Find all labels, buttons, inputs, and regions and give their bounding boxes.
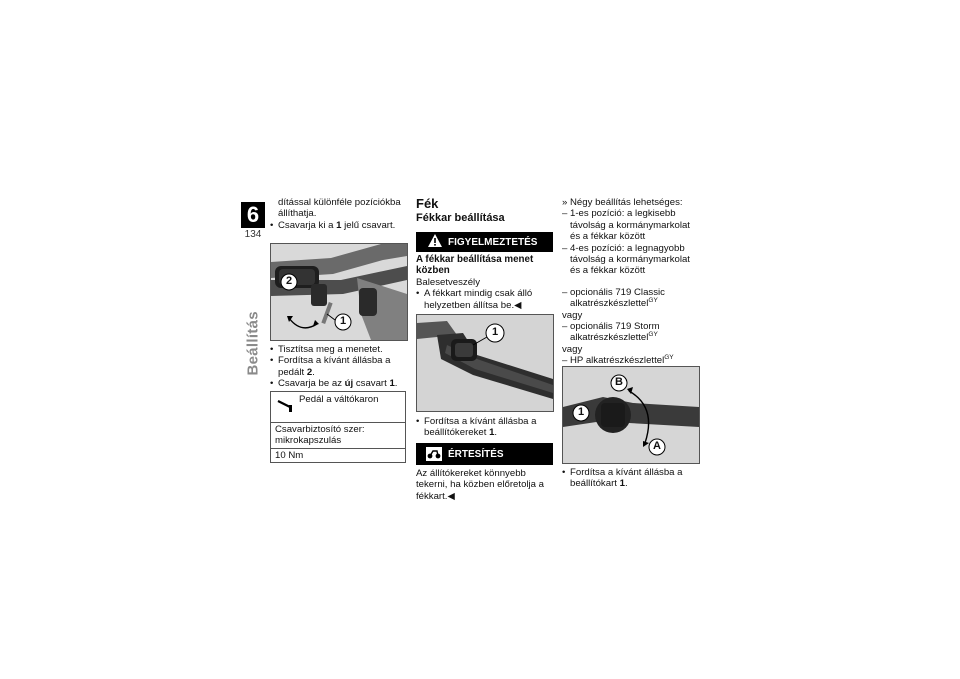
bullet-list [416, 416, 553, 439]
adjuster-figure [562, 366, 700, 464]
bullet-list [270, 344, 410, 390]
list-item: • Fordítsa a kívánt állásba a pedált 2. [270, 355, 410, 378]
options-list [562, 208, 700, 276]
list-item: • Csavarja be az új csavart 1. [270, 378, 410, 389]
list-item: – opcionális 719 Storm alkatrészkészlettel$^{GY}$ [562, 321, 700, 344]
column-3-text [562, 197, 700, 367]
column-2-header [416, 196, 553, 224]
or-text: vagy [562, 309, 583, 321]
column-3-step [562, 467, 700, 490]
brake-lever-figure [416, 314, 554, 412]
options-intro: » Négy beállítás lehetséges: [562, 197, 683, 208]
warning-body [416, 254, 553, 311]
spec-row: Csavarbiztosító szer: mikrokapszulás [271, 423, 406, 449]
section-heading: Fék [416, 196, 439, 211]
pedal-lever-icon [277, 398, 295, 415]
continued-text: dítással különféle pozíciókba állíthatja. [278, 197, 401, 220]
warning-heading: A fékkar beállítása menet közben [416, 254, 534, 277]
or-text: vagy [562, 343, 583, 355]
section-label: Beállítás [244, 311, 262, 376]
notice-label: ÉRTESÍTÉS [448, 448, 504, 460]
list-item: • A fékkart mindig csak álló helyzetben állítsa be.◀ [416, 288, 553, 311]
list-item: – 4-es pozíció: a legnagyobb távolság a kormánymarkolat és a fékkar között [562, 243, 700, 277]
figure-label-1: 1 [491, 326, 499, 338]
warning-banner [416, 232, 553, 252]
list-item: • Fordítsa a kívánt állásba a beállítókart 1. [562, 467, 700, 490]
notice-banner [416, 443, 553, 465]
column-2-step [416, 416, 553, 439]
figure-label-1: 1 [339, 315, 347, 327]
pedal-figure [270, 243, 408, 341]
list-item: • Tisztítsa meg a menetet. [270, 344, 410, 355]
spec-table [270, 391, 406, 463]
warning-text: Balesetveszély [416, 276, 480, 288]
bullet-list [270, 220, 410, 231]
list-item: – 1-es pozíció: a legkisebb távolság a kormánymarkolat és a fékkar között [562, 208, 700, 242]
bullet-list [416, 288, 553, 311]
list-item: – opcionális 719 Classic alkatrészkészlettel$^{GY}$ [562, 287, 700, 310]
spec-row: 10 Nm [271, 448, 406, 462]
list-item: – HP alkatrészkészlettel$^{GY}$ [562, 355, 700, 366]
figure-label-1: 1 [577, 406, 585, 418]
spec-title-cell [271, 392, 406, 423]
notice-body [416, 468, 553, 502]
options-list [562, 321, 700, 344]
figure-label-b: B [615, 376, 623, 388]
options-list [562, 355, 700, 366]
column-1-text-bottom [270, 344, 410, 390]
list-item: • Csavarja ki a 1 jelű csavart. [270, 220, 410, 231]
figure-label-a: A [653, 440, 661, 452]
list-item: • Fordítsa a kívánt állásba a beállítókereket 1. [416, 416, 553, 439]
warning-label: FIGYELMEZTETÉS [448, 236, 538, 248]
chapter-number: 6 [241, 202, 265, 228]
sub-heading: Fékkar beállítása [416, 212, 505, 224]
column-1-text-top [270, 197, 410, 231]
bullet-list [562, 467, 700, 490]
options-list [562, 287, 700, 310]
warning-triangle-icon [428, 234, 442, 250]
spec-title: Pedál a váltókaron [299, 394, 379, 405]
notice-text: Az állítókereket könnyebb tekerni, ha közben előretolja a fékkart.◀ [416, 468, 544, 502]
page-number: 134 [244, 229, 262, 240]
figure-label-2: 2 [285, 275, 293, 287]
notice-motorcycle-icon [426, 447, 442, 461]
